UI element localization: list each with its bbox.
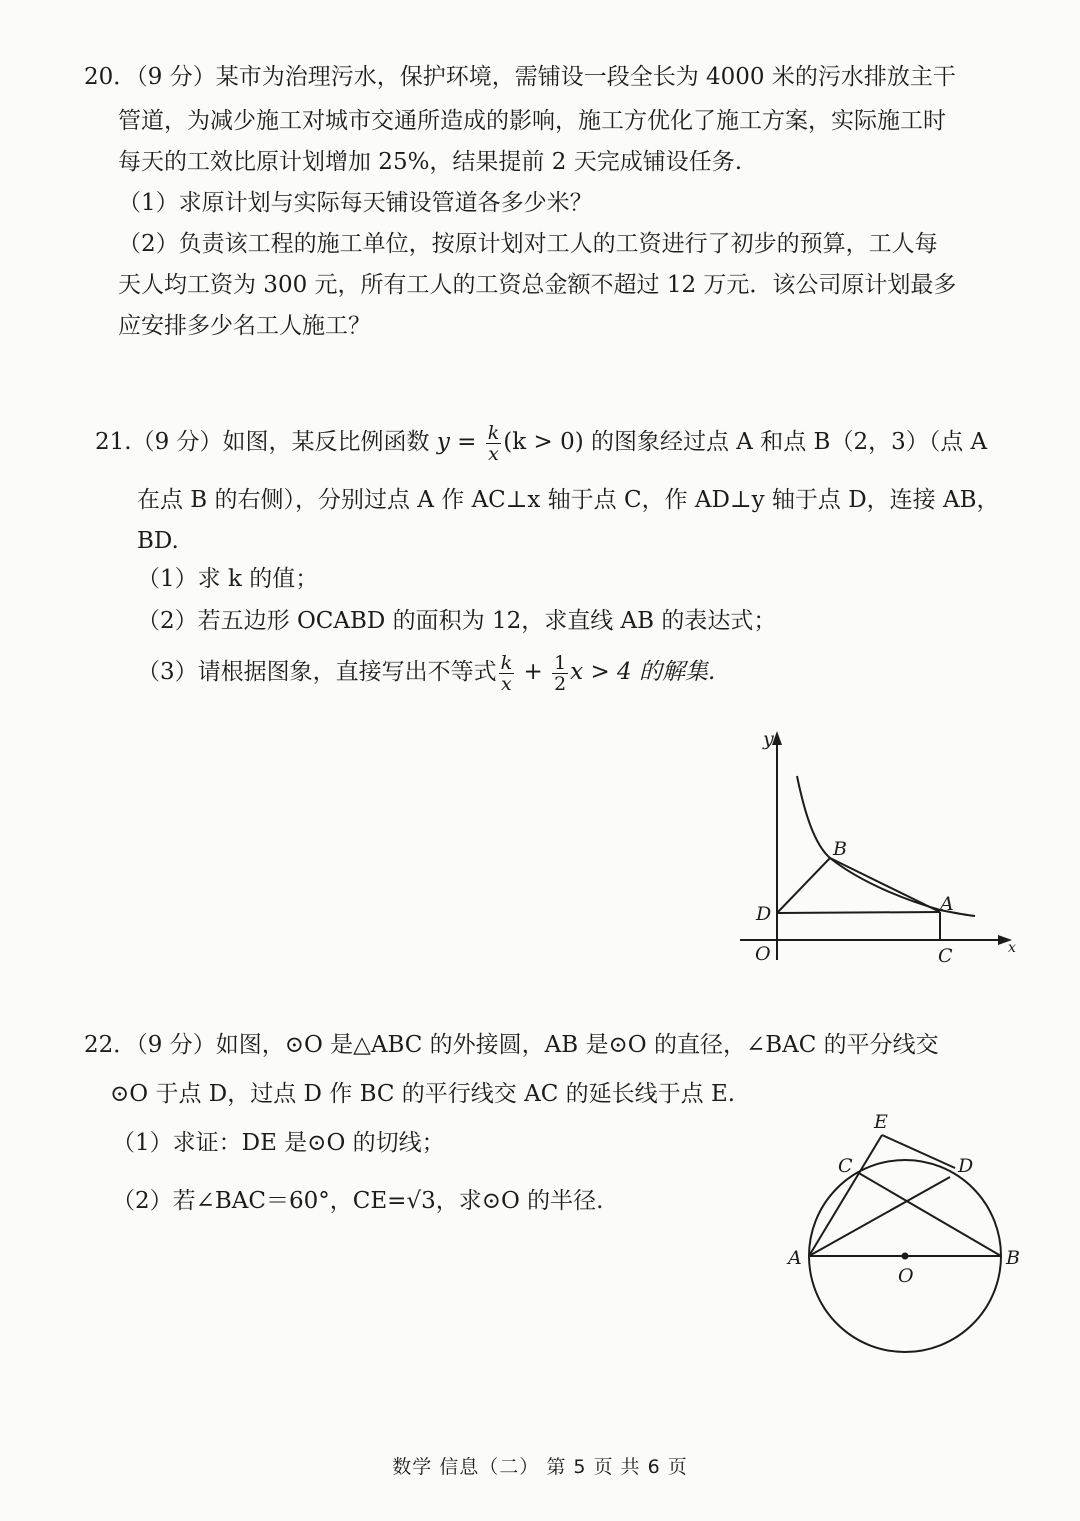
q21-intro-rest: 的图象经过点 A 和点 B（2，3）（点 A — [583, 429, 988, 455]
q20-part-1: （1）求原计划与实际每天铺设管道各多少米？ — [118, 190, 593, 216]
label-x-axis: x — [1008, 940, 1016, 956]
segment-CB — [857, 1172, 1001, 1256]
segment-AD — [809, 1177, 950, 1256]
q21-intro: 21.（9 分）如图，某反比例函数 — [95, 429, 437, 455]
segment-AE — [809, 1135, 882, 1256]
fraction-denominator: x — [488, 442, 499, 465]
q20-part-2-line-2: 天人均工资为 300 元，所有工人的工资总金额不超过 12 万元．该公司原计划最多 — [118, 272, 957, 298]
label-C: C — [938, 945, 953, 967]
q21-line-2: 在点 B 的右侧），分别过点 A 作 AC⊥x 轴于点 C，作 AD⊥y 轴于点 D，连接 AB， — [137, 487, 1000, 513]
segment-ED — [882, 1135, 955, 1168]
q21-plus: + — [516, 659, 551, 685]
q21-line-3: BD. — [137, 528, 179, 554]
fraction-numerator: 1 — [554, 651, 567, 674]
q20-line-1: 20．（9 分）某市为治理污水，保护环境，需铺设一段全长为 4000 米的污水排放主干 — [84, 64, 956, 90]
label-O: O — [755, 943, 771, 965]
label-B: B — [1006, 1247, 1020, 1269]
q22-part-2: （2）若∠BAC＝60°，CE=√3，求⊙O 的半径. — [112, 1188, 604, 1214]
fraction-denominator: x — [501, 672, 512, 695]
q21-func-y: y — [436, 429, 450, 455]
q22-part-1: （1）求证：DE 是⊙O 的切线； — [112, 1130, 445, 1156]
page-footer: 数学 信息（二） 第 5 页 共 6 页 — [392, 1456, 688, 1478]
label-D: D — [958, 1155, 974, 1177]
label-B: B — [833, 838, 847, 860]
label-y-axis: y — [763, 728, 774, 750]
q21-part-2: （2）若五边形 OCABD 的面积为 12，求直线 AB 的表达式； — [137, 608, 777, 634]
fraction-numerator: k — [487, 421, 500, 444]
q21-part-3-rest: x > 4 的解集. — [570, 659, 716, 685]
label-O: O — [898, 1265, 914, 1287]
label-A: A — [788, 1247, 802, 1269]
label-D: D — [756, 903, 772, 925]
label-E: E — [874, 1111, 888, 1133]
q22-line-1: 22．（9 分）如图，⊙O 是△ABC 的外接圆，AB 是⊙O 的直径，∠BAC 的平分线交 — [84, 1032, 939, 1058]
q20-part-2-line-1: （2）负责该工程的施工单位，按原计划对工人的工资进行了初步的预算，工人每 — [118, 231, 938, 257]
center-O-dot — [902, 1253, 909, 1260]
q21-condition: (k > 0) — [503, 429, 584, 455]
q20-line-3: 每天的工效比原计划增加 25%，结果提前 2 天完成铺设任务. — [118, 149, 742, 175]
q20-line-2: 管道，为减少施工对城市交通所造成的影响，施工方优化了施工方案，实际施工时 — [118, 108, 946, 134]
q22-line-2: ⊙O 于点 D，过点 D 作 BC 的平行线交 AC 的延长线于点 E. — [110, 1081, 736, 1107]
segment-BD — [777, 858, 830, 913]
segment-BA — [830, 858, 940, 912]
segment-DA — [777, 912, 940, 913]
q21-func-eq: = — [449, 429, 484, 455]
q21-part-1: （1）求 k 的值； — [137, 566, 319, 592]
q21-part-3-text: （3）请根据图象，直接写出不等式 — [137, 659, 497, 685]
label-A: A — [940, 893, 954, 915]
label-C: C — [838, 1155, 853, 1177]
fraction-numerator: k — [500, 651, 513, 674]
fraction-denominator: 2 — [554, 672, 567, 695]
q20-part-2-line-3: 应安排多少名工人施工？ — [118, 313, 371, 339]
